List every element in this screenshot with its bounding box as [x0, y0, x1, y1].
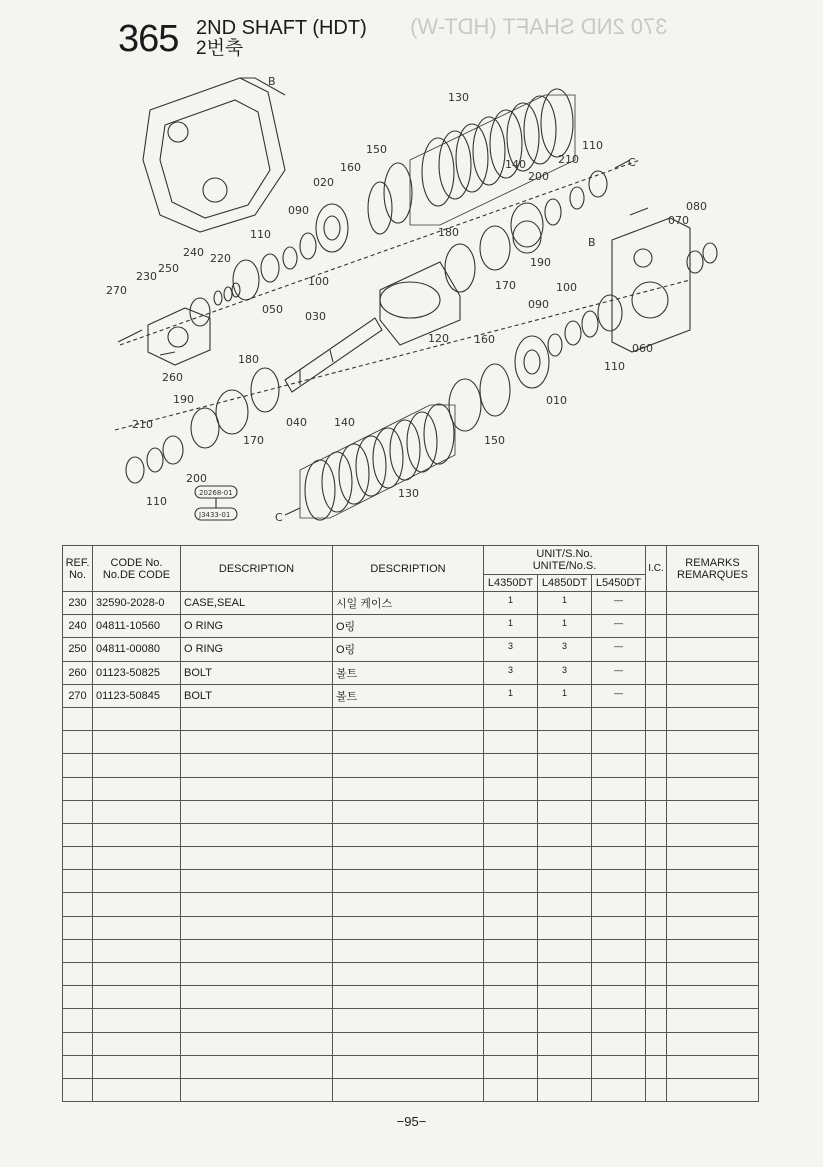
cell-remarks [667, 684, 759, 707]
cell-empty [484, 1055, 538, 1078]
cell-q1: 3 [484, 638, 538, 661]
callout-label: 130 [448, 91, 469, 104]
header-model: L4850DT [538, 575, 592, 592]
cell-empty [592, 939, 646, 962]
callout-label: 180 [438, 226, 459, 239]
cell-empty [181, 916, 333, 939]
callout-label: 140 [334, 416, 355, 429]
cell-desc-en: CASE,SEAL [181, 592, 333, 615]
cell-empty [592, 754, 646, 777]
callout-label: C [275, 511, 283, 524]
cell-empty [93, 1078, 181, 1101]
section-title-en: 2ND SHAFT (HDT) [196, 17, 367, 39]
cell-empty [181, 939, 333, 962]
cell-empty [592, 1078, 646, 1101]
cell-empty [667, 847, 759, 870]
cell-empty [63, 939, 93, 962]
cell-empty [181, 963, 333, 986]
callout-label: 190 [173, 393, 194, 406]
table-row-empty [63, 823, 759, 846]
cell-empty [667, 916, 759, 939]
cell-empty [538, 847, 592, 870]
cell-ref: 250 [63, 638, 93, 661]
cell-empty [333, 1009, 484, 1032]
cell-empty [63, 893, 93, 916]
cell-empty [667, 893, 759, 916]
cell-empty [181, 1009, 333, 1032]
section-number: 365 [118, 18, 179, 60]
cell-ref: 240 [63, 615, 93, 638]
table-row-empty [63, 1009, 759, 1032]
cell-empty [181, 823, 333, 846]
callout-label: 270 [106, 284, 127, 297]
cell-empty [538, 1009, 592, 1032]
callout-label: 140 [505, 158, 526, 171]
table-row-empty [63, 1078, 759, 1101]
callout-label: 180 [238, 353, 259, 366]
cell-empty [646, 963, 667, 986]
cell-empty [538, 1078, 592, 1101]
callout-label: 070 [668, 214, 689, 227]
cell-remarks [667, 592, 759, 615]
table-row-empty [63, 893, 759, 916]
cell-empty [63, 800, 93, 823]
cell-empty [93, 777, 181, 800]
cell-empty [538, 754, 592, 777]
table-row-empty [63, 916, 759, 939]
cell-empty [333, 777, 484, 800]
cell-q3: — [592, 661, 646, 684]
table-row [63, 684, 759, 707]
cell-empty [93, 963, 181, 986]
cell-q2: 1 [538, 684, 592, 707]
callout-label: 110 [250, 228, 271, 241]
cell-empty [333, 1055, 484, 1078]
cell-empty [333, 1032, 484, 1055]
table-row-empty [63, 800, 759, 823]
cell-empty [484, 754, 538, 777]
cell-ic [646, 615, 667, 638]
cell-empty [484, 893, 538, 916]
cell-empty [538, 870, 592, 893]
callout-label: 100 [556, 281, 577, 294]
cell-q2: 1 [538, 592, 592, 615]
cell-empty [646, 1078, 667, 1101]
cell-desc-en: O RING [181, 615, 333, 638]
cell-empty [63, 847, 93, 870]
cell-empty [646, 986, 667, 1009]
table-row-empty [63, 847, 759, 870]
cell-empty [181, 800, 333, 823]
callout-label: 170 [243, 434, 264, 447]
cell-empty [646, 800, 667, 823]
table-row-empty [63, 707, 759, 730]
cell-empty [181, 754, 333, 777]
table-row-empty [63, 1055, 759, 1078]
cell-empty [333, 847, 484, 870]
callout-label: C [628, 156, 636, 169]
cell-empty [646, 1032, 667, 1055]
cell-ref: 230 [63, 592, 93, 615]
cell-desc-ko: O링 [333, 615, 484, 638]
callout-label: 220 [210, 252, 231, 265]
table-row-empty [63, 939, 759, 962]
cell-empty [63, 1078, 93, 1101]
cell-empty [93, 1009, 181, 1032]
cell-empty [646, 1009, 667, 1032]
cell-desc-ko: 볼트 [333, 684, 484, 707]
cell-desc-en: BOLT [181, 661, 333, 684]
cell-empty [667, 1055, 759, 1078]
cell-empty [484, 847, 538, 870]
cell-empty [667, 1009, 759, 1032]
cell-empty [538, 1032, 592, 1055]
cell-empty [333, 731, 484, 754]
cell-desc-en: BOLT [181, 684, 333, 707]
cell-code: 01123-50845 [93, 684, 181, 707]
cell-empty [646, 731, 667, 754]
cell-empty [93, 939, 181, 962]
cell-empty [181, 893, 333, 916]
cell-empty [484, 1009, 538, 1032]
cell-empty [592, 1032, 646, 1055]
callout-label: 010 [546, 394, 567, 407]
callout-label: 060 [632, 342, 653, 355]
cell-empty [592, 777, 646, 800]
exploded-parts-diagram [0, 60, 823, 540]
cell-empty [592, 893, 646, 916]
cell-empty [538, 731, 592, 754]
cell-empty [333, 963, 484, 986]
cell-remarks [667, 661, 759, 684]
cell-empty [538, 939, 592, 962]
callout-label: 200 [528, 170, 549, 183]
cell-ic [646, 684, 667, 707]
cell-empty [181, 986, 333, 1009]
cell-empty [592, 731, 646, 754]
cell-empty [93, 1032, 181, 1055]
callout-label: 020 [313, 176, 334, 189]
table-row [63, 592, 759, 615]
cell-empty [484, 963, 538, 986]
header-description-en: DESCRIPTION [181, 546, 333, 592]
table-row-empty [63, 1032, 759, 1055]
cell-remarks [667, 638, 759, 661]
cell-empty [93, 1055, 181, 1078]
cell-empty [667, 731, 759, 754]
cell-desc-ko: O링 [333, 638, 484, 661]
cell-empty [646, 893, 667, 916]
cell-ic [646, 638, 667, 661]
cell-empty [181, 1032, 333, 1055]
cell-empty [484, 1078, 538, 1101]
cell-empty [93, 916, 181, 939]
cell-empty [333, 893, 484, 916]
cell-empty [333, 707, 484, 730]
cell-empty [592, 963, 646, 986]
cell-empty [181, 731, 333, 754]
cell-empty [646, 916, 667, 939]
cell-empty [63, 963, 93, 986]
cell-empty [63, 731, 93, 754]
cell-empty [484, 823, 538, 846]
cell-ic [646, 661, 667, 684]
cell-empty [333, 986, 484, 1009]
cell-empty [592, 823, 646, 846]
callout-label: 110 [582, 139, 603, 152]
cell-empty [646, 847, 667, 870]
header-model: L4350DT [484, 575, 538, 592]
cell-q1: 1 [484, 615, 538, 638]
page-footer: −95− [396, 1114, 427, 1129]
callout-label: 100 [308, 275, 329, 288]
cell-empty [667, 823, 759, 846]
cell-empty [484, 870, 538, 893]
cell-empty [538, 916, 592, 939]
cell-empty [181, 870, 333, 893]
cell-empty [181, 1078, 333, 1101]
cell-empty [592, 800, 646, 823]
table-row [63, 615, 759, 638]
callout-label: 260 [162, 371, 183, 384]
cell-ic [646, 592, 667, 615]
cell-empty [63, 870, 93, 893]
cell-empty [667, 754, 759, 777]
cell-empty [333, 870, 484, 893]
table-row-empty [63, 754, 759, 777]
callout-label: 150 [484, 434, 505, 447]
cell-empty [181, 1055, 333, 1078]
cell-empty [484, 916, 538, 939]
cell-empty [646, 777, 667, 800]
cell-code: 01123-50825 [93, 661, 181, 684]
cell-empty [484, 707, 538, 730]
cell-empty [646, 1055, 667, 1078]
cell-empty [592, 916, 646, 939]
callout-label: 120 [428, 332, 449, 345]
callout-label: 110 [604, 360, 625, 373]
cell-empty [538, 1055, 592, 1078]
callout-label: 160 [474, 333, 495, 346]
cell-empty [333, 800, 484, 823]
cell-empty [592, 707, 646, 730]
cell-empty [93, 870, 181, 893]
cell-empty [538, 963, 592, 986]
cell-code: 32590-2028-0 [93, 592, 181, 615]
section-title-ko: 2번축 [196, 38, 244, 59]
cell-empty [538, 800, 592, 823]
cell-empty [667, 1032, 759, 1055]
cell-empty [63, 823, 93, 846]
callout-label: 190 [530, 256, 551, 269]
cell-empty [93, 823, 181, 846]
cell-empty [538, 777, 592, 800]
cell-empty [667, 707, 759, 730]
callout-label: 210 [132, 418, 153, 431]
cell-empty [63, 1032, 93, 1055]
cell-empty [667, 986, 759, 1009]
cell-code: 04811-00080 [93, 638, 181, 661]
callout-label: B [268, 75, 276, 88]
cell-empty [592, 1009, 646, 1032]
callout-label: 110 [146, 495, 167, 508]
cell-empty [333, 823, 484, 846]
cell-empty [484, 1032, 538, 1055]
cell-ref: 270 [63, 684, 93, 707]
cell-empty [333, 939, 484, 962]
cell-empty [592, 870, 646, 893]
cell-q3: — [592, 684, 646, 707]
header-ic: I.C. [646, 546, 667, 592]
cell-q2: 3 [538, 661, 592, 684]
cell-empty [667, 1078, 759, 1101]
cell-ref: 260 [63, 661, 93, 684]
cell-empty [63, 986, 93, 1009]
callout-label: 130 [398, 487, 419, 500]
table-row [63, 638, 759, 661]
header-ref: REF. No. [63, 546, 93, 592]
cell-q3: — [592, 638, 646, 661]
cell-empty [333, 754, 484, 777]
cell-empty [63, 754, 93, 777]
cell-empty [646, 870, 667, 893]
cell-desc-ko: 시일 케이스 [333, 592, 484, 615]
cell-empty [592, 847, 646, 870]
cell-empty [63, 777, 93, 800]
table-row-empty [63, 870, 759, 893]
serial-tag: J3433-01 [199, 511, 231, 519]
header-description-ko: DESCRIPTION [333, 546, 484, 592]
cell-empty [667, 777, 759, 800]
cell-desc-ko: 볼트 [333, 661, 484, 684]
parts-table [62, 545, 759, 1102]
cell-empty [484, 986, 538, 1009]
cell-empty [181, 847, 333, 870]
cell-empty [538, 986, 592, 1009]
header-unit: UNIT/S.No. UNITE/No.S. [484, 546, 646, 575]
cell-q3: — [592, 615, 646, 638]
cell-q3: — [592, 592, 646, 615]
cell-empty [63, 707, 93, 730]
cell-desc-en: O RING [181, 638, 333, 661]
cell-q1: 1 [484, 592, 538, 615]
cell-empty [93, 847, 181, 870]
cell-empty [63, 916, 93, 939]
cell-empty [667, 939, 759, 962]
cell-empty [93, 707, 181, 730]
callout-label: 170 [495, 279, 516, 292]
cell-code: 04811-10560 [93, 615, 181, 638]
serial-tag: 20268-01 [199, 489, 233, 497]
cell-empty [646, 823, 667, 846]
cell-empty [667, 963, 759, 986]
table-row [63, 661, 759, 684]
cell-empty [333, 916, 484, 939]
cell-empty [93, 986, 181, 1009]
callout-label: 080 [686, 200, 707, 213]
callout-label: 040 [286, 416, 307, 429]
cell-empty [63, 1055, 93, 1078]
cell-empty [484, 939, 538, 962]
cell-empty [538, 893, 592, 916]
cell-empty [667, 870, 759, 893]
callout-label: 050 [262, 303, 283, 316]
cell-empty [93, 731, 181, 754]
cell-empty [592, 986, 646, 1009]
cell-remarks [667, 615, 759, 638]
callout-label: 200 [186, 472, 207, 485]
cell-empty [667, 800, 759, 823]
cell-empty [538, 707, 592, 730]
cell-empty [484, 731, 538, 754]
callout-label: 090 [528, 298, 549, 311]
cell-empty [181, 777, 333, 800]
callout-label: 230 [136, 270, 157, 283]
cell-empty [646, 754, 667, 777]
cell-q1: 1 [484, 684, 538, 707]
table-row-empty [63, 777, 759, 800]
callout-label: 160 [340, 161, 361, 174]
cell-empty [93, 754, 181, 777]
callout-label: 030 [305, 310, 326, 323]
callout-label: 210 [558, 153, 579, 166]
cell-empty [484, 800, 538, 823]
cell-empty [333, 1078, 484, 1101]
cell-empty [646, 707, 667, 730]
cell-empty [93, 800, 181, 823]
callout-label: B [588, 236, 596, 249]
cell-empty [646, 939, 667, 962]
callout-label: 250 [158, 262, 179, 275]
callout-label: 090 [288, 204, 309, 217]
cell-empty [63, 1009, 93, 1032]
cell-empty [592, 1055, 646, 1078]
cell-q2: 1 [538, 615, 592, 638]
cell-empty [181, 707, 333, 730]
cell-empty [484, 777, 538, 800]
cell-q1: 3 [484, 661, 538, 684]
callout-label: 240 [183, 246, 204, 259]
header-model: L5450DT [592, 575, 646, 592]
header-code: CODE No. No.DE CODE [93, 546, 181, 592]
header-remarks: REMARKS REMARQUES [667, 546, 759, 592]
table-row-empty [63, 963, 759, 986]
bleed-through-text: 370 2ND SHAFT (HDT-W) [410, 14, 668, 39]
callout-label: 150 [366, 143, 387, 156]
table-row-empty [63, 731, 759, 754]
cell-empty [93, 893, 181, 916]
cell-q2: 3 [538, 638, 592, 661]
cell-empty [538, 823, 592, 846]
table-row-empty [63, 986, 759, 1009]
